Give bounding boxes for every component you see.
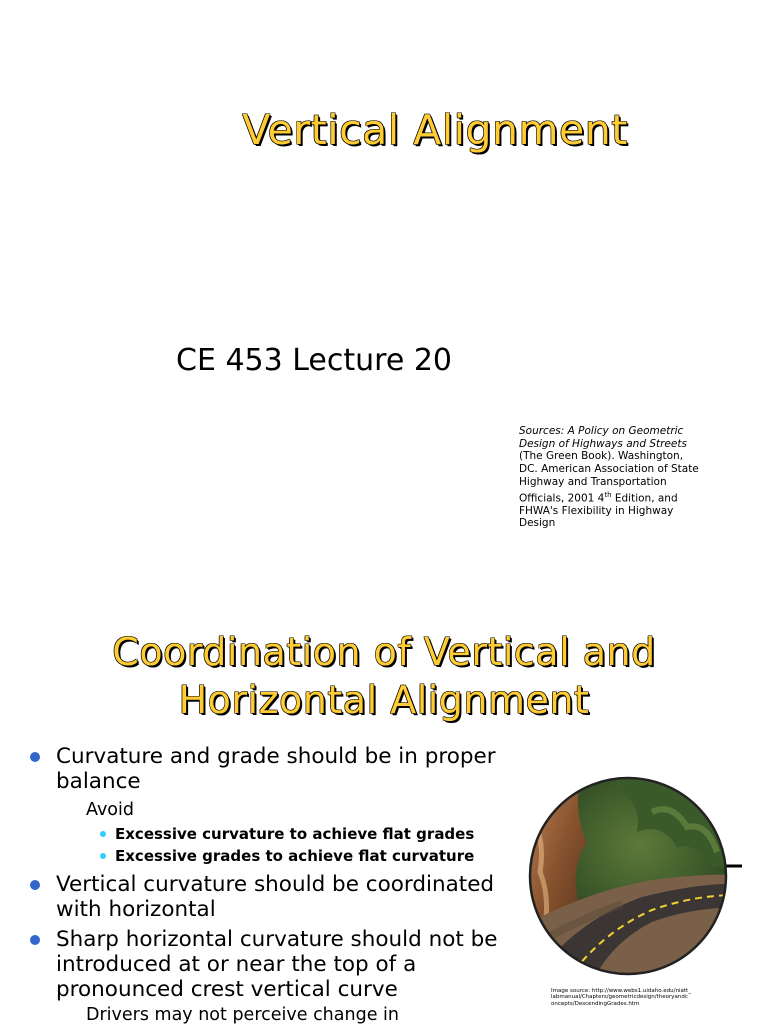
- lecture-subtitle: CE 453 Lecture 20: [176, 343, 452, 378]
- sources-body: (The Green Book). Washington, DC. American Association of State Highway and Transportation Officials, 2001 4: [519, 450, 699, 505]
- sub-bullet-text: Excessive grades to achieve flat curvature: [115, 847, 475, 865]
- bullet-text: Curvature and grade should be in proper balance: [56, 744, 496, 794]
- image-source-note: Image source: http://www.webs1.uidaho.edu/niatt_labmanual/Chapters/geometricdesign/theoryandconcepts/DescendingGrades.htm: [551, 988, 691, 1007]
- sub-bullet-item: [30, 823, 500, 845]
- drivers-note: Drivers may not perceive change in: [86, 1005, 399, 1025]
- bullet-item: [30, 927, 500, 1002]
- bullet-list: [30, 744, 500, 1026]
- bullet-item: [30, 744, 500, 794]
- sub-bullet-dot-icon: [100, 831, 106, 837]
- sources-book-title: A Policy on Geometric Design of Highways and Streets: [519, 425, 687, 450]
- title-line-1: Coordination of Vertical and: [112, 630, 656, 674]
- sub-bullet-text: Excessive curvature to achieve flat grades: [115, 825, 475, 843]
- bullet-text: Vertical curvature should be coordinated with horizontal: [56, 872, 495, 922]
- sources-note: [519, 425, 699, 530]
- bullet-dot-icon: [30, 935, 40, 945]
- slide-title-vertical-alignment: Vertical Alignment: [242, 106, 628, 154]
- slide-title-coordination: [0, 628, 768, 724]
- sources-sup: th: [604, 490, 612, 499]
- road-photo: [512, 772, 744, 982]
- bullet-dot-icon: [30, 880, 40, 890]
- bullet-dot-icon: [30, 752, 40, 762]
- sources-tail: Edition, and FHWA's Flexibility in Highway Design: [519, 492, 678, 530]
- sub-bullet-item: [30, 845, 500, 867]
- bullet-text: Sharp horizontal curvature should not be introduced at or near the top of a pronounced crest vertical curve: [56, 927, 498, 1002]
- avoid-label: Avoid: [86, 800, 134, 820]
- sub-bullet-dot-icon: [100, 853, 106, 859]
- bullet-item: [30, 872, 500, 922]
- title-line-2: Horizontal Alignment: [178, 678, 590, 722]
- sources-prefix: Sources:: [519, 425, 568, 437]
